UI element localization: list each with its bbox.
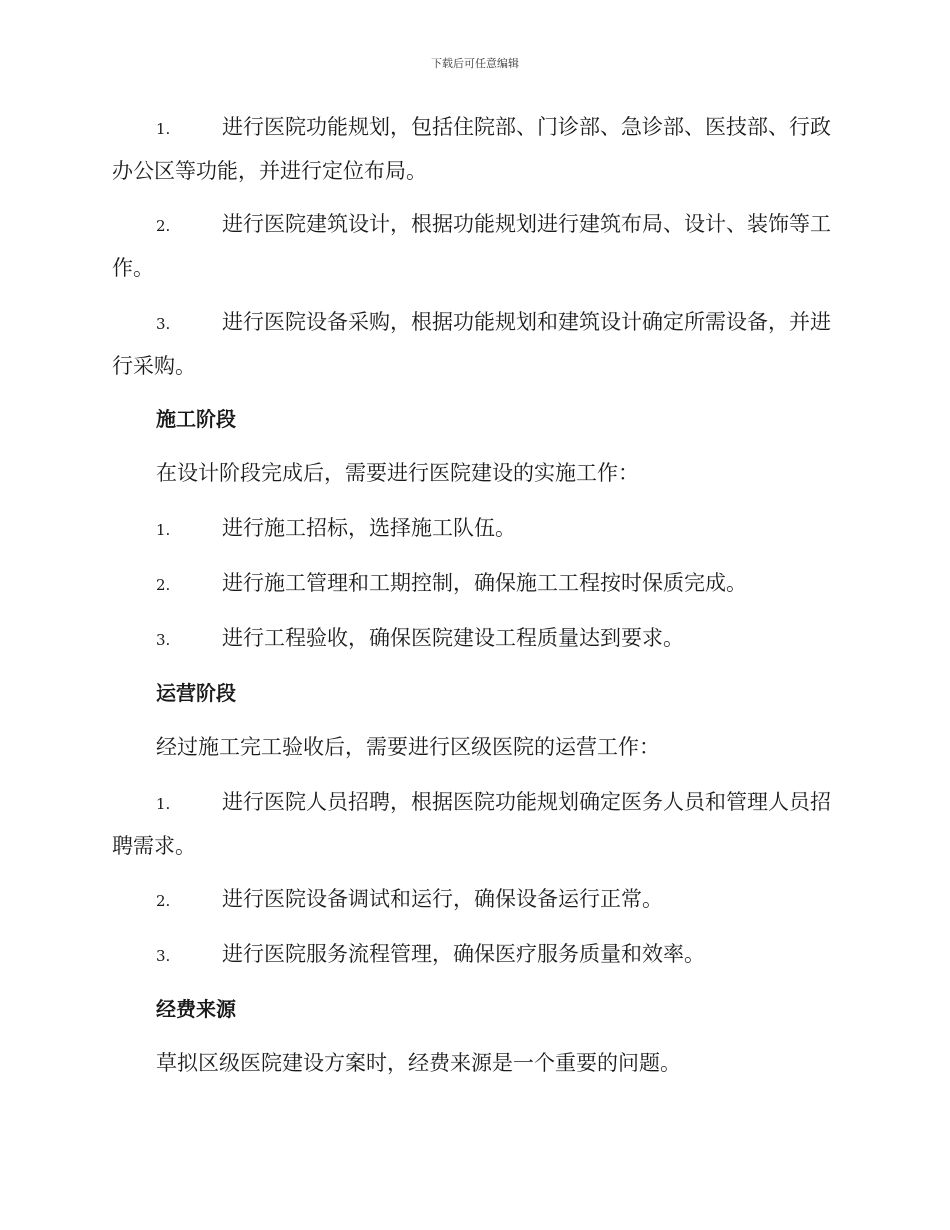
list-number: 1. xyxy=(156,120,171,138)
list-item xyxy=(112,203,832,289)
list-number: 3. xyxy=(156,315,171,333)
list-item xyxy=(112,933,832,977)
section-heading-construction: 施工阶段 xyxy=(156,407,236,431)
list-text: 进行医院人员招聘，根据医院功能规划确定医务人员和管理人员招聘需求。 xyxy=(112,790,831,858)
list-text: 进行施工招标，选择施工队伍。 xyxy=(222,516,516,540)
list-text: 进行医院功能规划，包括住院部、门诊部、急诊部、医技部、行政办公区等功能，并进行定位布局。 xyxy=(112,115,831,183)
list-number: 1. xyxy=(156,795,171,813)
section-intro-funding: 草拟区级医院建设方案时，经费来源是一个重要的问题。 xyxy=(156,1051,681,1075)
section-heading-operation: 运营阶段 xyxy=(156,681,236,705)
list-item xyxy=(112,781,832,867)
list-text: 进行医院设备采购，根据功能规划和建筑设计确定所需设备，并进行采购。 xyxy=(112,310,831,378)
list-item xyxy=(112,301,832,387)
list-item xyxy=(112,617,832,661)
list-number: 3. xyxy=(156,947,171,965)
page-header: 下载后可任意编辑 xyxy=(431,57,519,70)
section-intro-operation: 经过施工完工验收后，需要进行区级医院的运营工作： xyxy=(156,735,660,759)
list-text: 进行医院服务流程管理，确保医疗服务质量和效率。 xyxy=(222,942,705,966)
list-item xyxy=(112,106,832,192)
list-item xyxy=(112,878,832,922)
section-intro-construction: 在设计阶段完成后，需要进行医院建设的实施工作： xyxy=(156,461,639,485)
list-number: 3. xyxy=(156,631,171,649)
list-text: 进行工程验收，确保医院建设工程质量达到要求。 xyxy=(222,626,684,650)
list-text: 进行施工管理和工期控制，确保施工工程按时保质完成。 xyxy=(222,571,747,595)
list-item xyxy=(112,562,832,606)
list-number: 2. xyxy=(156,892,171,910)
list-text: 进行医院设备调试和运行，确保设备运行正常。 xyxy=(222,887,663,911)
list-number: 2. xyxy=(156,576,171,594)
list-text: 进行医院建筑设计，根据功能规划进行建筑布局、设计、装饰等工作。 xyxy=(112,212,831,280)
list-number: 1. xyxy=(156,521,171,539)
section-heading-funding: 经费来源 xyxy=(156,997,236,1021)
list-number: 2. xyxy=(156,217,171,235)
list-item xyxy=(112,507,832,551)
